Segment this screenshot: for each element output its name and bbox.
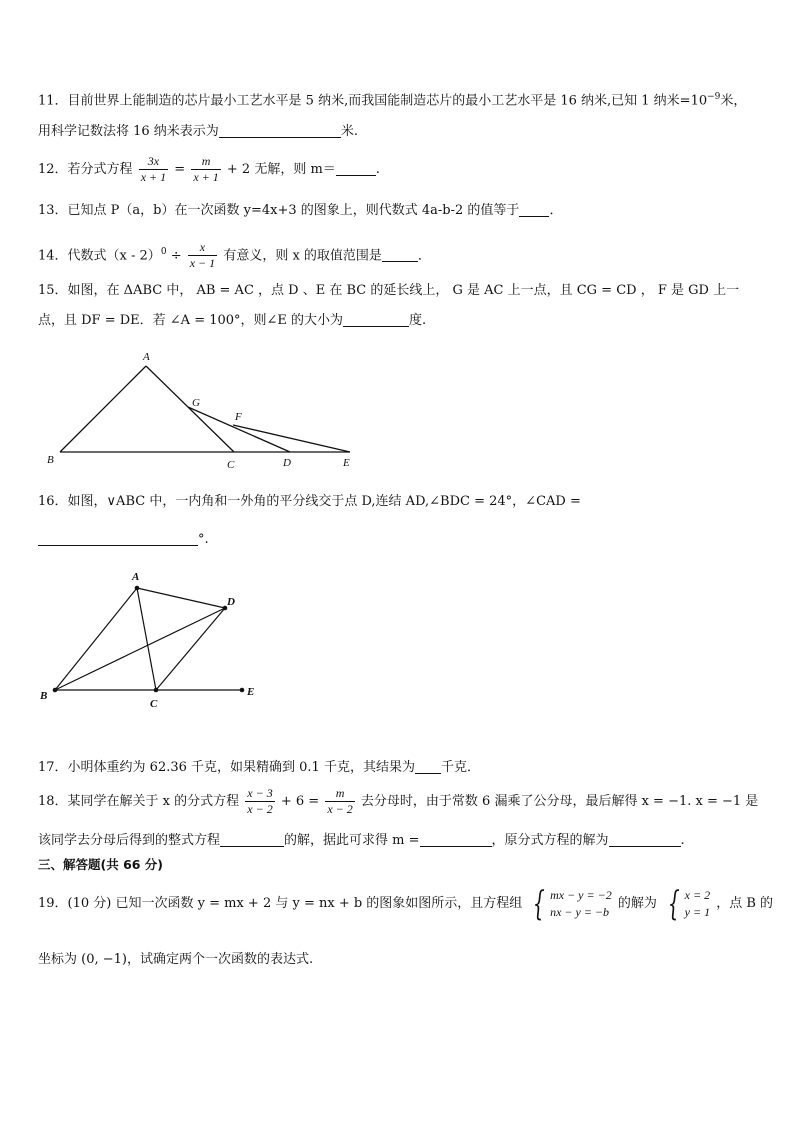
fig16-label-d: D <box>227 596 235 608</box>
fig16-side-ab <box>55 588 137 690</box>
fig16-label-b: B <box>40 690 48 702</box>
fig16-point-a <box>135 586 140 591</box>
question-18-line-1 <box>38 782 758 822</box>
q19-brace-2: { <box>667 883 680 924</box>
figure-16-triangle <box>36 568 266 713</box>
q13-text-a: 13．已知点 P（a，b）在一次函数 y=4x+3 的图象上，则代数式 4a-b-2 的值等于 <box>38 203 520 218</box>
q11-text-c: 用科学记数法将 16 纳米表示为 <box>38 124 219 139</box>
fig15-label-d: D <box>283 457 291 469</box>
q18-f1-denominator: x − 2 <box>247 802 273 816</box>
fig16-point-e <box>240 688 245 693</box>
q12-f2-numerator: m <box>201 154 211 168</box>
q18-fraction-left <box>245 786 274 817</box>
question-16-line-2 <box>38 530 209 550</box>
q17-text-a: 17．小明体重约为 62.36 千克，如果精确到 0.1 千克，其结果为 <box>38 760 415 775</box>
question-19-line-2 <box>38 950 313 970</box>
fig15-side-ac <box>146 366 234 452</box>
fig15-side-ab <box>60 366 146 452</box>
question-12 <box>38 150 380 190</box>
q18-text-d: 的解，据此可求得 m = <box>284 833 420 848</box>
q19-text-d: 坐标为 (0, −1)，试确定两个一次函数的表达式. <box>38 952 314 967</box>
question-11-line-2 <box>38 122 358 142</box>
q12-equals: = <box>174 162 186 177</box>
fig16-segment-cd <box>156 608 225 690</box>
q12-f1-denominator: x + 1 <box>140 170 167 184</box>
q18-text-c: 该同学去分母后得到的整式方程 <box>38 833 221 848</box>
q19-solution-system <box>663 883 711 924</box>
q12-text-b: + 2 无解，则 m＝ <box>226 162 336 177</box>
q19-system-row-1: mx − y = −2 <box>550 887 612 902</box>
q19-solution-row-2: y = 1 <box>684 904 711 919</box>
q14-text-a: 14．代数式（x - 2） <box>38 248 161 264</box>
q18-fraction-right <box>325 786 354 817</box>
figure-15-triangle <box>40 345 370 475</box>
q12-fraction-right <box>191 154 220 185</box>
q13-answer-blank[interactable] <box>519 202 549 217</box>
q11-text-d: 米. <box>340 124 358 139</box>
fig15-label-g: G <box>192 397 200 409</box>
question-13 <box>38 201 562 221</box>
q13-text-b: ． <box>549 203 563 218</box>
fig15-label-c: C <box>227 459 235 471</box>
q18-text-a: 18．某同学在解关于 x 的分式方程 <box>38 794 240 809</box>
q15-text-line1: 15．如图，在 ΔABC 中， AB = AC ，点 D 、E 在 BC 的延长线上， G 是 AC 上一点，且 CG = CD ， F 是 GD 上一 <box>38 283 740 298</box>
question-16-line-1 <box>38 492 581 512</box>
q19-text-a: 19．(10 分) 已知一次函数 y = mx + 2 与 y = nx + b 的图象如图所示，且方程组 <box>38 896 523 911</box>
q16-text-b: °. <box>198 532 209 547</box>
q17-answer-blank[interactable] <box>415 759 441 774</box>
q12-text-c: . <box>375 162 380 177</box>
q12-fraction-left <box>139 154 168 185</box>
fig16-segment-bd <box>55 608 225 690</box>
q16-text-line1: 16．如图，∨ABC 中，一内角和一外角的平分线交于点 D,连结 AD,∠BDC = 24°，∠CAD = <box>38 494 581 509</box>
q11-exponent: −9 <box>707 92 721 102</box>
question-15-line-2 <box>38 311 426 331</box>
q18-f1-numerator: x − 3 <box>247 786 273 800</box>
fig16-point-b <box>53 688 58 693</box>
q19-text-b: 的解为 <box>617 896 657 911</box>
q14-numerator: x <box>199 240 206 255</box>
q18-text-mid: + 6 = <box>280 794 320 809</box>
q18-blank-m[interactable] <box>420 832 492 847</box>
q11-text-b: 米， <box>720 93 747 109</box>
fig16-side-ac <box>137 588 156 690</box>
q19-equation-system <box>528 883 612 924</box>
q14-text-b: 有意义，则 x 的取值范围是 <box>223 248 382 264</box>
q18-text-f: . <box>680 833 685 848</box>
q14-text-c: ． <box>417 248 431 264</box>
fig16-point-c <box>154 688 159 693</box>
fig15-label-f: F <box>235 411 242 423</box>
q12-f2-denominator: x + 1 <box>193 170 219 184</box>
q15-text-a: 点，且 DF = DE．若 ∠A = 100°，则∠E 的大小为 <box>38 313 344 328</box>
fig16-label-c: C <box>150 698 158 710</box>
fig15-segment-fe <box>233 425 350 452</box>
question-19-line-1 <box>38 882 773 926</box>
q18-f2-numerator: m <box>335 786 345 800</box>
question-17 <box>38 758 480 778</box>
q14-fraction <box>188 240 217 271</box>
q15-answer-blank[interactable] <box>343 312 409 327</box>
q18-text-e: ，原分式方程的解为 <box>491 833 609 848</box>
q11-text-a: 11．目前世界上能制造的芯片最小工艺水平是 5 纳米,而我国能制造芯片的最小工艺水平是 16 纳米,已知 1 纳米=10 <box>38 93 708 109</box>
q12-answer-blank[interactable] <box>336 161 376 176</box>
q15-text-b: 度. <box>409 313 427 328</box>
q19-brace-1: { <box>533 883 546 924</box>
q14-divide-sign: ÷ <box>170 248 182 264</box>
question-14 <box>38 232 431 276</box>
q12-f1-numerator: 3x <box>147 154 160 168</box>
fig15-label-b: B <box>47 454 54 466</box>
fig16-segment-ad <box>137 588 225 608</box>
q14-answer-blank[interactable] <box>382 247 418 262</box>
question-11-line-1 <box>38 87 746 111</box>
q14-denominator: x − 1 <box>189 256 216 271</box>
q19-system-row-2: nx − y = −b <box>550 904 610 919</box>
q19-solution-row-1: x = 2 <box>684 887 711 902</box>
q18-text-b: 去分母时，由于常数 6 漏乘了公分母，最后解得 x = −1. x = −1 是 <box>360 794 759 809</box>
fig15-label-a: A <box>143 351 150 363</box>
q12-text-a: 12．若分式方程 <box>38 162 133 177</box>
fig15-label-e: E <box>343 457 350 469</box>
fig16-label-e: E <box>247 686 255 698</box>
q18-blank-solution[interactable] <box>609 832 681 847</box>
q18-f2-denominator: x − 2 <box>327 802 353 816</box>
q19-text-c: ，点 B 的 <box>716 896 774 911</box>
q14-exponent: 0 <box>160 247 167 257</box>
question-18-line-2 <box>38 831 685 851</box>
question-15-line-1 <box>38 281 739 301</box>
q18-blank-equation[interactable] <box>220 832 284 847</box>
q17-text-b: 千克． <box>440 760 480 775</box>
section-3-heading: 三、解答题(共 66 分) <box>38 857 164 872</box>
fig16-label-a: A <box>132 571 140 583</box>
q11-answer-blank[interactable] <box>219 123 341 138</box>
q16-answer-blank[interactable] <box>38 531 198 546</box>
